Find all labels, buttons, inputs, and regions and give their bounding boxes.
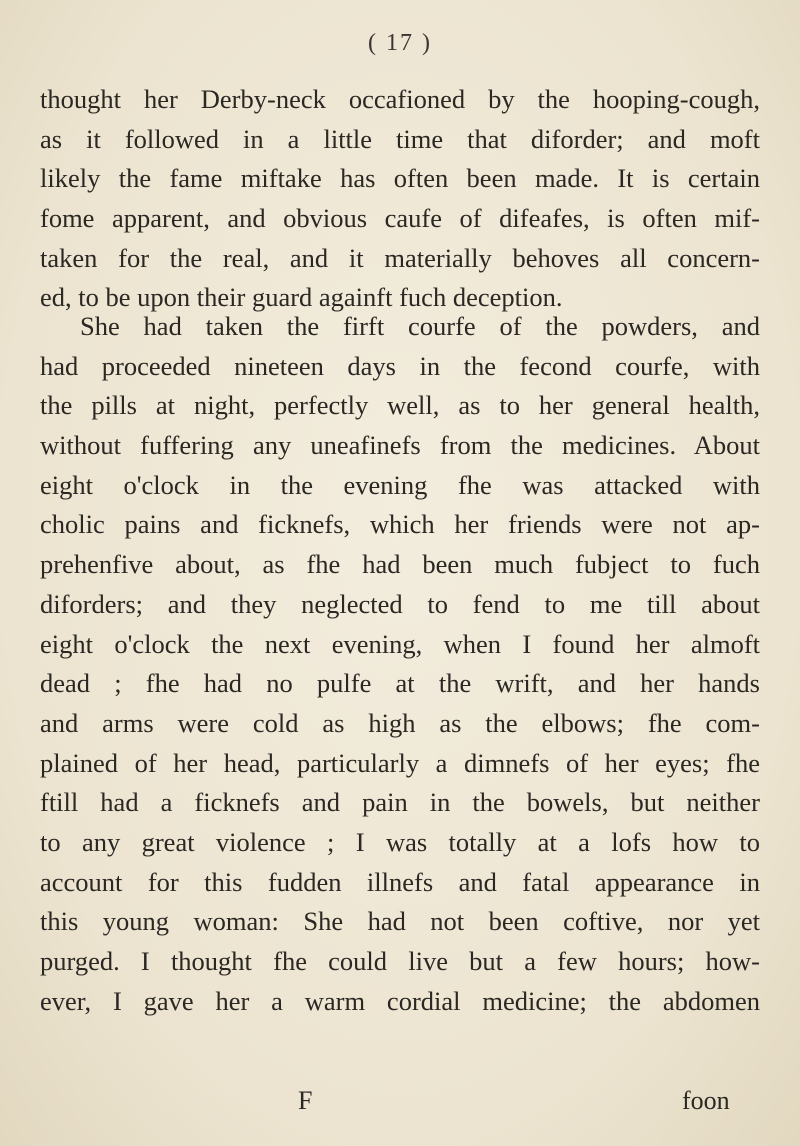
text-line: ftill had a ficknefs and pain in the bowels, but neither [40, 787, 760, 818]
text-line: purged. I thought fhe could live but a few hours; how- [40, 946, 760, 976]
text-line: plained of her head, particularly a dimnefs of her eyes; fhe [40, 747, 760, 778]
text-line: She had taken the firft courfe of the powders, and [80, 311, 760, 341]
text-line: ed, to be upon their guard againft fuch deception. [40, 282, 563, 313]
text-line: dead ; fhe had no pulfe at the wrift, and her hands [40, 668, 760, 699]
text-line: likely the fame miftake has often been made. It is certain [40, 163, 760, 194]
page-footer [0, 1086, 800, 1126]
catchword: foon [682, 1086, 730, 1115]
paragraph-2 [40, 307, 760, 1021]
signature-mark: F [298, 1086, 313, 1115]
text-line: ever, I gave her a warm cordial medicine; the abdomen [40, 985, 760, 1016]
text-line: as it followed in a little time that diforder; and moft [40, 123, 760, 154]
text-line: eight o'clock in the evening fhe was attacked with [40, 469, 760, 500]
text-line: without fuffering any uneafinefs from the medicines. About [40, 430, 760, 461]
text-line: eight o'clock the next evening, when I found her almoft [40, 628, 760, 659]
text-line: had proceeded nineteen days in the fecond courfe, with [40, 350, 760, 381]
text-line: cholic pains and ficknefs, which her friends were not ap- [40, 509, 760, 540]
text-line: diforders; and they neglected to fend to me till about [40, 588, 760, 619]
text-line: account for this fudden illnefs and fatal appearance in [40, 866, 760, 897]
text-line: this young woman: She had not been coftive, nor yet [40, 906, 760, 937]
text-line: thought her Derby-neck occafioned by the hooping-cough, [40, 84, 760, 114]
page-number-header: ( 17 ) [368, 30, 432, 56]
text-line: fome apparent, and obvious caufe of difeafes, is often mif- [40, 203, 760, 234]
paragraph-1 [40, 80, 760, 318]
text-line: and arms were cold as high as the elbows; fhe com- [40, 707, 760, 738]
text-line: taken for the real, and it materially behoves all concern- [40, 242, 760, 273]
text-line: to any great violence ; I was totally at a lofs how to [40, 826, 760, 857]
text-line: prehenfive about, as fhe had been much fubject to fuch [40, 549, 760, 580]
text-line: the pills at night, perfectly well, as to her general health, [40, 390, 760, 421]
